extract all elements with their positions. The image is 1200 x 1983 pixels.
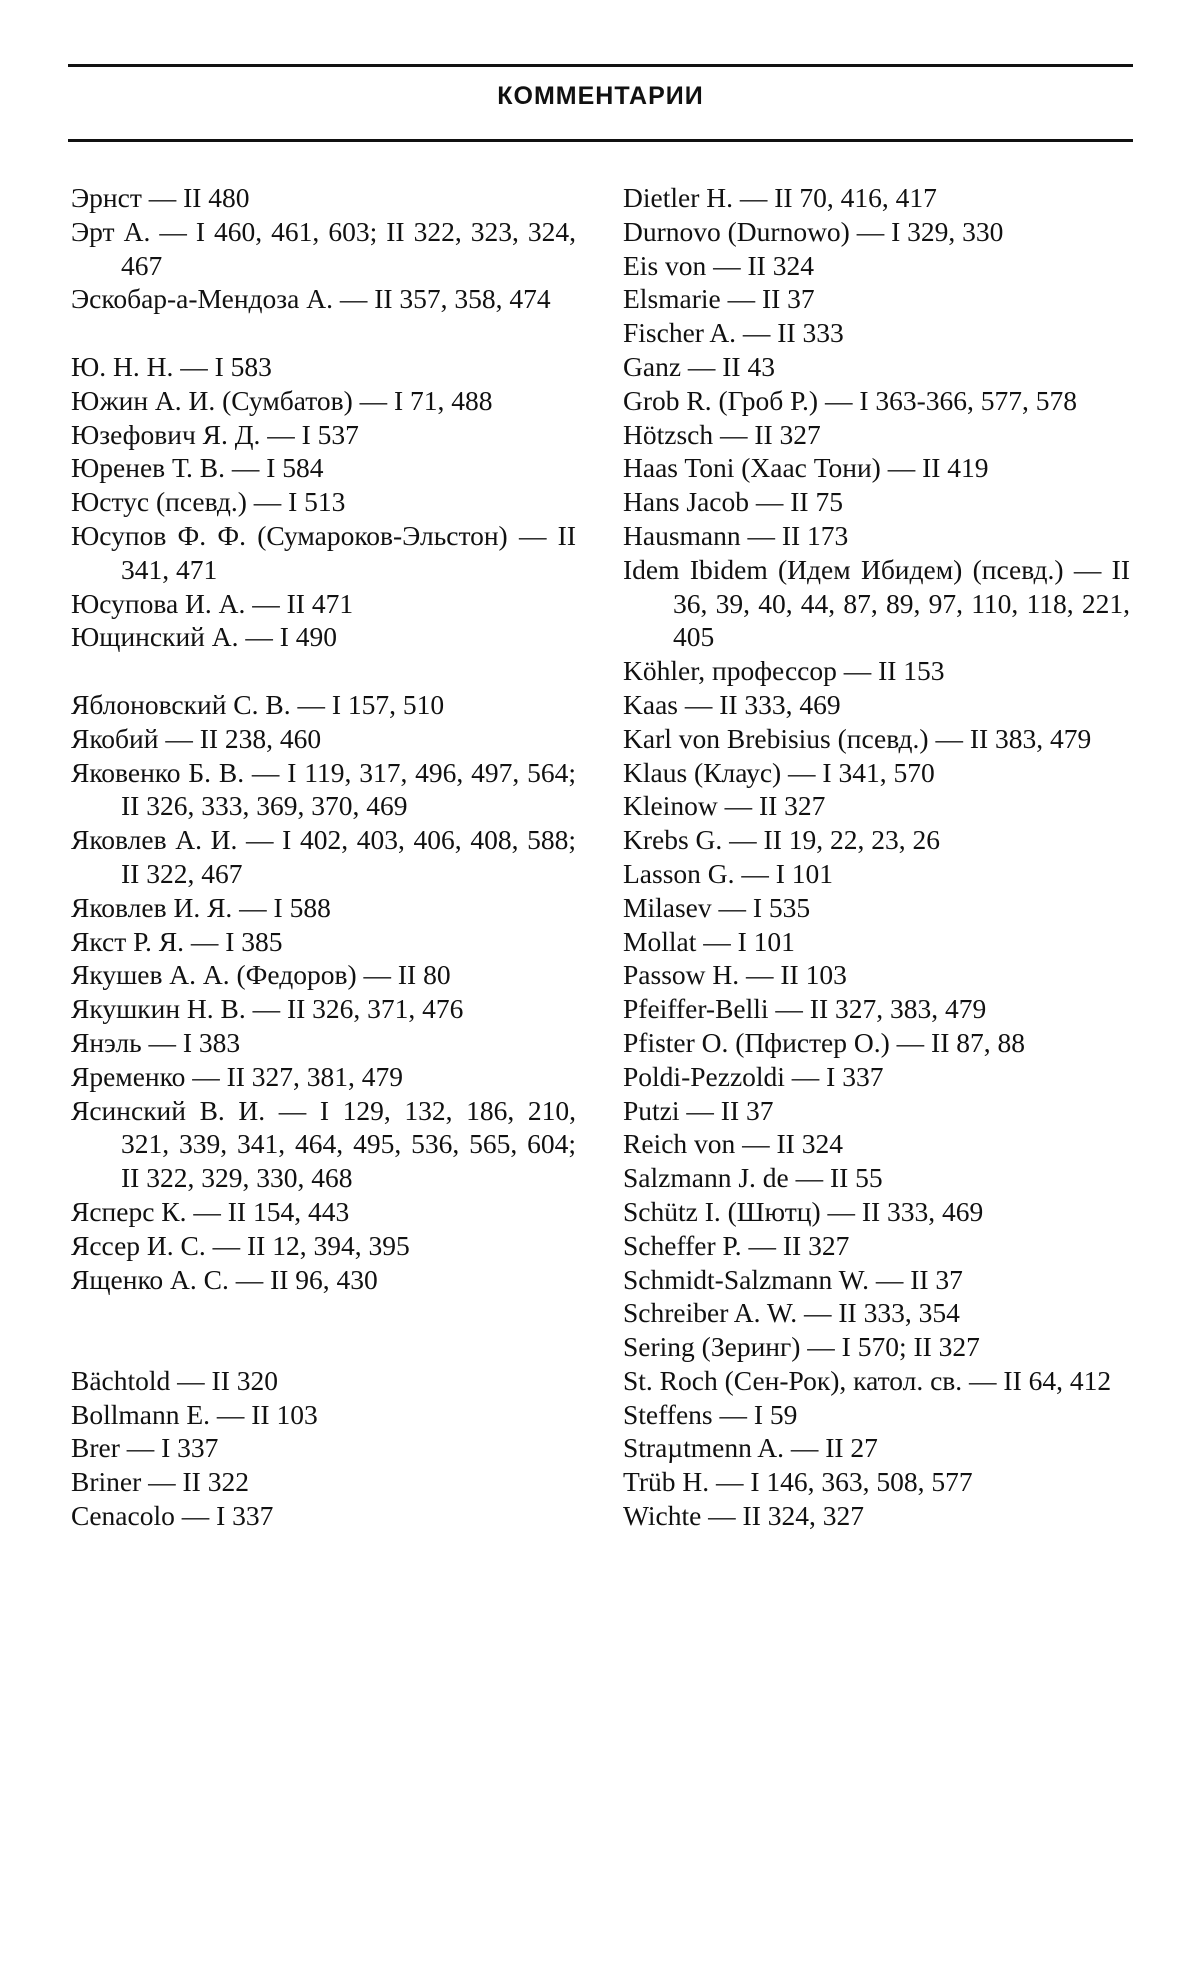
index-entry: Schmidt-Salzmann W. — II 37 — [623, 1263, 963, 1295]
index-entry: Bächtold — II 320 — [71, 1364, 278, 1396]
index-entry: Köhler, профессор — II 153 — [623, 655, 945, 687]
index-entry: Poldi-Pezzoldi — I 337 — [623, 1060, 884, 1092]
index-entry: Briner — II 322 — [71, 1466, 249, 1498]
index-entry: Якобий — II 238, 460 — [71, 722, 322, 754]
index-entry: Krebs G. — II 19, 22, 23, 26 — [623, 824, 940, 856]
index-entry: Dietler H. — II 70, 416, 417 — [623, 182, 937, 213]
index-entry: Klaus (Клаус) — I 341, 570 — [623, 756, 935, 788]
index-entry: Schütz I. (Шютц) — II 333, 469 — [623, 1195, 984, 1227]
index-entry: St. Roch (Сен-Рок), катол. св. — II 64, 412 — [623, 1364, 1112, 1396]
index-column-right — [623, 181, 1130, 1533]
index-entry: Юсупов Ф. Ф. (Сумароков-Эльстон) — II 341, 471 — [71, 519, 576, 585]
index-entry: Яковенко Б. В. — I 119, 317, 496, 497, 564; II 326, 333, 369, 370, 469 — [71, 756, 576, 822]
index-entry: Karl von Brebisius (псевд.) — II 383, 479 — [623, 722, 1092, 754]
index-entry: Kleinow — II 327 — [623, 790, 826, 822]
index-entry: Cenacolo — I 337 — [71, 1500, 274, 1532]
index-entry: Straµtmenn A. — II 27 — [623, 1432, 878, 1464]
index-entry: Якст Р. Я. — I 385 — [71, 925, 283, 957]
index-entry: Юренев Т. В. — I 584 — [71, 452, 324, 484]
index-entry: Южин А. И. (Сумбатов) — I 71, 488 — [71, 384, 493, 416]
index-entry: Ganz — II 43 — [623, 350, 775, 382]
index-entry: Ю. Н. Н. — I 583 — [71, 350, 272, 382]
index-entry: Wichte — II 324, 327 — [623, 1500, 864, 1532]
index-entry: Sering (Зеринг) — I 570; II 327 — [623, 1331, 980, 1363]
index-entry: Idem Ibidem (Идем Ибидем) (псевд.) — II 36, 39, 40, 44, 87, 89, 97, 110, 118, 221, 405 — [623, 553, 1130, 653]
index-entry: Trüb H. — I 146, 363, 508, 577 — [623, 1466, 973, 1498]
index-entry: Mollat — I 101 — [623, 925, 795, 957]
index-entry: Eis von — II 324 — [623, 249, 814, 281]
index-entry: Янэль — I 383 — [71, 1026, 241, 1058]
index-entry: Reich von — II 324 — [623, 1128, 843, 1160]
index-entry: Юсупова И. А. — II 471 — [71, 587, 354, 619]
index-entry: Юзефович Я. Д. — I 537 — [71, 418, 359, 450]
index-entry: Hötzsch — II 327 — [623, 418, 821, 450]
index-entry: Эрт А. — I 460, 461, 603; II 322, 323, 324, 467 — [71, 215, 576, 281]
index-entry: Schreiber A. W. — II 333, 354 — [623, 1297, 960, 1329]
index-entry: Milasev — I 535 — [623, 891, 811, 923]
index-entry: Fischer A. — II 333 — [623, 317, 844, 349]
index-entry: Эскобар-а-Мендоза А. — II 357, 358, 474 — [71, 283, 551, 315]
index-entry: Яковлев И. Я. — I 588 — [71, 891, 331, 923]
index-entry: Ющинский А. — I 490 — [71, 621, 338, 653]
index-entry: Яблоновский С. В. — I 157, 510 — [71, 688, 445, 720]
index-column-left — [71, 181, 576, 1533]
index-entry: Ясперс К. — II 154, 443 — [71, 1195, 350, 1227]
index-entry: Passow H. — II 103 — [623, 959, 847, 991]
header-bottom-rule — [68, 139, 1133, 142]
header-top-rule — [68, 64, 1133, 67]
index-entry: Lasson G. — I 101 — [623, 857, 834, 889]
index-entry: Pfeiffer-Belli — II 327, 383, 479 — [623, 993, 987, 1025]
index-entry: Юстус (псевд.) — I 513 — [71, 486, 346, 518]
index-entry: Эрнст — II 480 — [71, 182, 250, 213]
page-header: КОММЕНТАРИИ — [497, 82, 704, 110]
index-entry: Kaas — II 333, 469 — [623, 688, 841, 720]
index-entry: Ясинский В. И. — I 129, 132, 186, 210, 321, 339, 341, 464, 495, 536, 565, 604; II 322, 329, 330, 468 — [71, 1094, 576, 1194]
index-entry: Haas Toni (Хаас Тони) — II 419 — [623, 452, 989, 484]
index-entry: Grob R. (Гроб Р.) — I 363-366, 577, 578 — [623, 384, 1078, 416]
index-entry: Якушкин Н. В. — II 326, 371, 476 — [71, 993, 464, 1025]
index-entry: Bollmann E. — II 103 — [71, 1398, 318, 1430]
index-entry: Якушев А. А. (Федоров) — II 80 — [71, 959, 451, 991]
index-entry: Hausmann — II 173 — [623, 519, 849, 551]
index-entry: Putzi — II 37 — [623, 1094, 774, 1126]
index-entry: Pfister O. (Пфистер О.) — II 87, 88 — [623, 1026, 1025, 1058]
index-entry: Яссер И. С. — II 12, 394, 395 — [71, 1229, 410, 1261]
index-entry: Hans Jacob — II 75 — [623, 486, 843, 518]
index-entry: Яременко — II 327, 381, 479 — [71, 1060, 404, 1092]
index-entry: Salzmann J. de — II 55 — [623, 1162, 883, 1194]
index-entry: Brer — I 337 — [71, 1432, 219, 1464]
index-entry: Elsmarie — II 37 — [623, 283, 815, 315]
index-entry: Durnovo (Durnowo) — I 329, 330 — [623, 215, 1004, 247]
index-entry: Ященко А. С. — II 96, 430 — [71, 1263, 378, 1295]
index-entry: Яковлев А. И. — I 402, 403, 406, 408, 588; II 322, 467 — [71, 824, 576, 889]
index-entry: Scheffer P. — II 327 — [623, 1229, 850, 1261]
index-entry: Steffens — I 59 — [623, 1398, 798, 1430]
